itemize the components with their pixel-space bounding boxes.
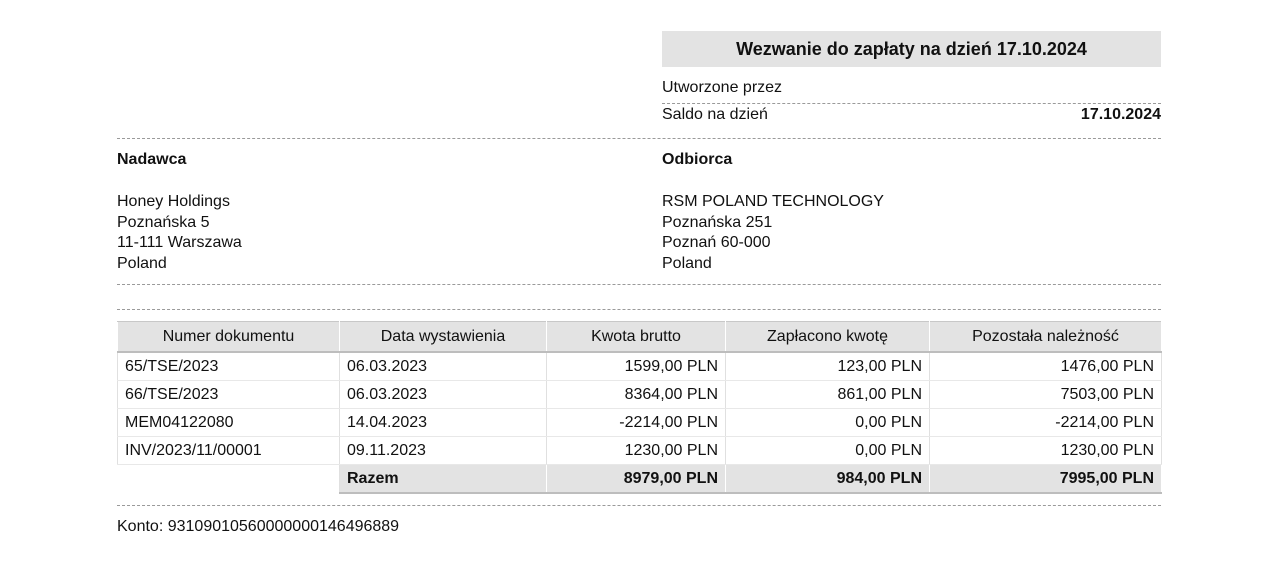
divider	[117, 284, 1161, 285]
balance-date-row	[662, 106, 1161, 124]
issue-date-cell: 06.03.2023	[340, 381, 547, 409]
divider	[662, 103, 1161, 104]
total-blank-cell	[118, 465, 340, 494]
remaining-amount-cell: 1476,00 PLN	[930, 352, 1162, 381]
remaining-amount-cell: -2214,00 PLN	[930, 409, 1162, 437]
sender-name: Honey Holdings	[117, 193, 230, 210]
recipient-heading: Odbiorca	[662, 151, 733, 168]
gross-amount-cell: 8364,00 PLN	[547, 381, 726, 409]
document-number-cell: MEM04122080	[118, 409, 340, 437]
sender-address	[117, 192, 242, 274]
gross-amount-cell: -2214,00 PLN	[547, 409, 726, 437]
divider	[117, 505, 1161, 506]
recipient-street: Poznańska 251	[662, 213, 773, 231]
recipient-address	[662, 192, 884, 274]
total-gross-amount: 8979,00 PLN	[547, 465, 726, 494]
column-header-remaining-amount: Pozostała należność	[930, 322, 1162, 353]
paid-amount-cell: 123,00 PLN	[726, 352, 930, 381]
sender-country: Poland	[117, 254, 167, 272]
paid-amount-cell: 0,00 PLN	[726, 409, 930, 437]
recipient-city: Poznań 60-000	[662, 234, 771, 251]
sender-street: Poznańska 5	[117, 213, 210, 231]
divider	[117, 138, 1161, 139]
gross-amount-cell: 1599,00 PLN	[547, 352, 726, 381]
issue-date-cell: 09.11.2023	[340, 437, 547, 465]
sender-heading: Nadawca	[117, 151, 187, 168]
total-label: Razem	[340, 465, 547, 494]
balance-date-label: Saldo na dzień	[662, 106, 768, 123]
balance-date-value: 17.10.2024	[1080, 106, 1161, 123]
paid-amount-cell: 0,00 PLN	[726, 437, 930, 465]
divider	[117, 309, 1161, 310]
account-label: Konto:	[117, 518, 164, 535]
table-row	[118, 437, 1162, 465]
created-by-row	[662, 79, 1161, 97]
paid-amount-cell: 861,00 PLN	[726, 381, 930, 409]
document-number-cell: INV/2023/11/00001	[118, 437, 340, 465]
column-header-issue-date: Data wystawienia	[340, 322, 547, 353]
issue-date-cell: 14.04.2023	[340, 409, 547, 437]
sender-city: 11-111 Warszawa	[117, 234, 242, 251]
documents-table	[117, 321, 1162, 494]
table-row	[118, 409, 1162, 437]
created-by-label: Utworzone przez	[662, 79, 783, 96]
table-row	[118, 381, 1162, 409]
account-number: 93109010560000000146496889	[167, 518, 400, 535]
document-title: Wezwanie do zapłaty na dzień 17.10.2024	[662, 31, 1161, 67]
remaining-amount-cell: 7503,00 PLN	[930, 381, 1162, 409]
document-number-cell: 66/TSE/2023	[118, 381, 340, 409]
table-row	[118, 352, 1162, 381]
column-header-gross-amount: Kwota brutto	[547, 322, 726, 353]
issue-date-cell: 06.03.2023	[340, 352, 547, 381]
recipient-name: RSM POLAND TECHNOLOGY	[662, 193, 884, 210]
remaining-amount-cell: 1230,00 PLN	[930, 437, 1162, 465]
total-remaining-amount: 7995,00 PLN	[930, 465, 1162, 494]
bank-account	[117, 518, 399, 536]
total-row	[118, 465, 1162, 494]
document-number-cell: 65/TSE/2023	[118, 352, 340, 381]
column-header-paid-amount: Zapłacono kwotę	[726, 322, 930, 353]
recipient-country: Poland	[662, 254, 712, 272]
table-header-row	[118, 322, 1162, 353]
column-header-document-number: Numer dokumentu	[118, 322, 340, 353]
total-paid-amount: 984,00 PLN	[726, 465, 930, 494]
gross-amount-cell: 1230,00 PLN	[547, 437, 726, 465]
